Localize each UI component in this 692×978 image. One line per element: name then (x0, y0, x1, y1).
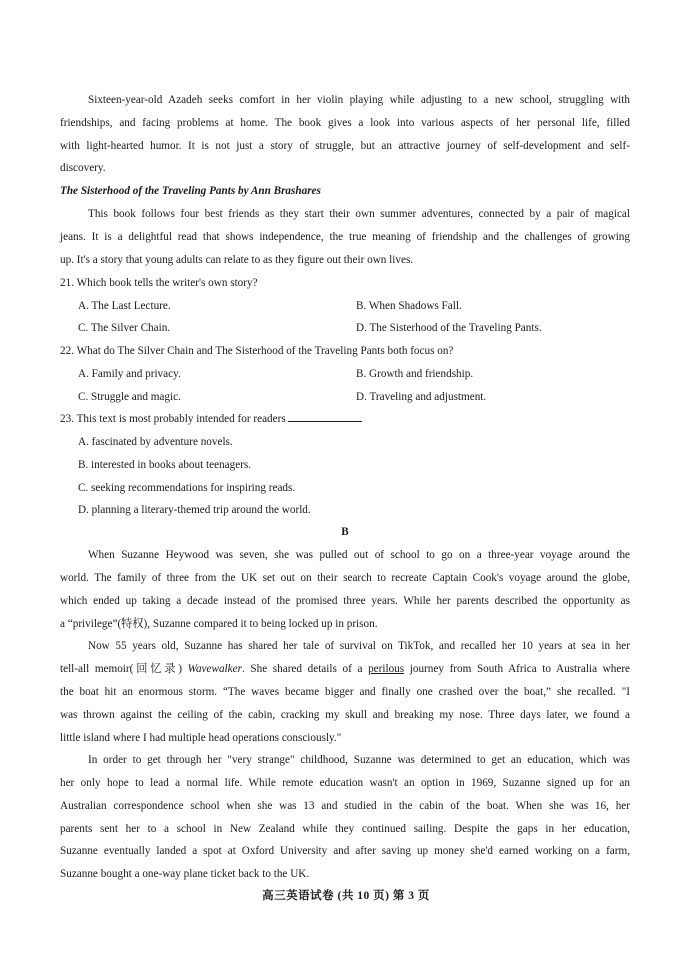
question-22-option-d: D. Traveling and adjustment. (356, 391, 487, 403)
memoir-text: journey from South Africa to Australia where (404, 663, 631, 675)
paragraph-education-line: Suzanne eventually landed a spot at Oxford University and after saving up money she'd earned working on a farm, (60, 845, 630, 857)
underlined-word-perilous: perilous (368, 663, 405, 675)
question-23-option-a: A. fascinated by adventure novels. (78, 436, 233, 448)
paragraph-azadeh-line: discovery. (60, 162, 106, 174)
question-21-option-c: C. The Silver Chain. (78, 322, 171, 334)
paragraph-education-line: parents sent her to a school in New Zealand while they continued sailing. Despite the gaps in her education, (60, 823, 630, 835)
paragraph-education-line: Suzanne bought a one-way plane ticket back to the UK. (60, 868, 310, 880)
paragraph-sisterhood-line: up. It's a story that young adults can relate to as they figure out their own lives. (60, 254, 414, 266)
question-22-option-b: B. Growth and friendship. (356, 368, 474, 380)
question-23-stem-row (60, 411, 630, 427)
question-22-options-row (60, 366, 630, 382)
section-b-heading: B (341, 526, 349, 538)
question-22-options-row (60, 389, 630, 405)
question-21-options-row (60, 320, 630, 336)
question-23-option-c: C. seeking recommendations for inspiring reads. (78, 482, 296, 494)
question-21-option-a: A. The Last Lecture. (78, 300, 171, 312)
paragraph-education-line: In order to get through her "very strange" childhood, Suzanne was determined to get an education, which was (88, 754, 630, 766)
question-23-stem: 23. This text is most probably intended for readers (60, 413, 286, 425)
question-21-option-b: B. When Shadows Fall. (356, 300, 462, 312)
paragraph-azadeh-line: Sixteen-year-old Azadeh seeks comfort in her violin playing while adjusting to a new school, struggling with (88, 94, 630, 106)
paragraph-azadeh-line: friendships, and facing problems at home. The book gives a look into various aspects of her personal life, filled (60, 117, 630, 129)
paragraph-azadeh-line: with light-hearted humor. It is not just a story of struggle, but an attractive journey of self-development and self- (60, 140, 630, 152)
paragraph-memoir-line: the boat hit an enormous storm. “The waves became bigger and finally one crashed over the boat,” she recalled. "I (60, 686, 630, 698)
paragraph-sisterhood-line: This book follows four best friends as they start their own summer adventures, connected by a pair of magical (88, 208, 630, 220)
paragraph-suzanne-intro-line: which ended up taking a decade instead of the promised three years. While her parents described the opportunity as (60, 595, 630, 607)
memoir-text: tell-all memoir(回忆录) (60, 663, 188, 675)
paragraph-memoir-line: little island where I had multiple head operations consciously." (60, 732, 342, 744)
answer-blank (288, 411, 362, 422)
paragraph-suzanne-intro-line: world. The family of three from the UK set out on their search to recreate Captain Cook's voyage around the globe, (60, 572, 630, 584)
memoir-text: . She shared details of a (241, 663, 369, 675)
paragraph-suzanne-intro-line: a “privilege”(特权), Suzanne compared it to being locked up in prison. (60, 618, 378, 630)
question-22-stem: 22. What do The Silver Chain and The Sisterhood of the Traveling Pants both focus on? (60, 345, 454, 357)
question-21-stem: 21. Which book tells the writer's own story? (60, 277, 258, 289)
book-title-sisterhood: The Sisterhood of the Traveling Pants by Ann Brashares (60, 185, 321, 197)
paragraph-sisterhood-line: jeans. It is a delightful read that shows independence, the true meaning of friendship and the challenges of growing (60, 231, 630, 243)
paragraph-education-line: her only hope to lead a normal life. While remote education wasn't an option in 1969, Suzanne signed up for an (60, 777, 630, 789)
question-23-option-b: B. interested in books about teenagers. (78, 459, 252, 471)
question-21-option-d: D. The Sisterhood of the Traveling Pants. (356, 322, 542, 334)
page-footer: 高三英语试卷 (共 10 页) 第 3 页 (262, 890, 430, 902)
question-22-option-a: A. Family and privacy. (78, 368, 181, 380)
question-23-option-d: D. planning a literary-themed trip around the world. (78, 504, 311, 516)
paragraph-education-line: Australian correspondence school when she was 13 and studied in the cabin of the boat. When she was 16, her (60, 800, 630, 812)
memoir-title-wavewalker: Wavewalker (187, 663, 242, 675)
paragraph-memoir-line: was thrown against the ceiling of the cabin, cracking my skull and breaking my nose. Three days later, we found a (60, 709, 630, 721)
paragraph-memoir-line (60, 661, 630, 677)
question-22-option-c: C. Struggle and magic. (78, 391, 181, 403)
question-21-options-row (60, 298, 630, 314)
paragraph-suzanne-intro-line: When Suzanne Heywood was seven, she was pulled out of school to go on a three-year voyage around the (88, 549, 630, 561)
paragraph-memoir-line: Now 55 years old, Suzanne has shared her tale of survival on TikTok, and recalled her 10 years at sea in her (88, 640, 630, 652)
